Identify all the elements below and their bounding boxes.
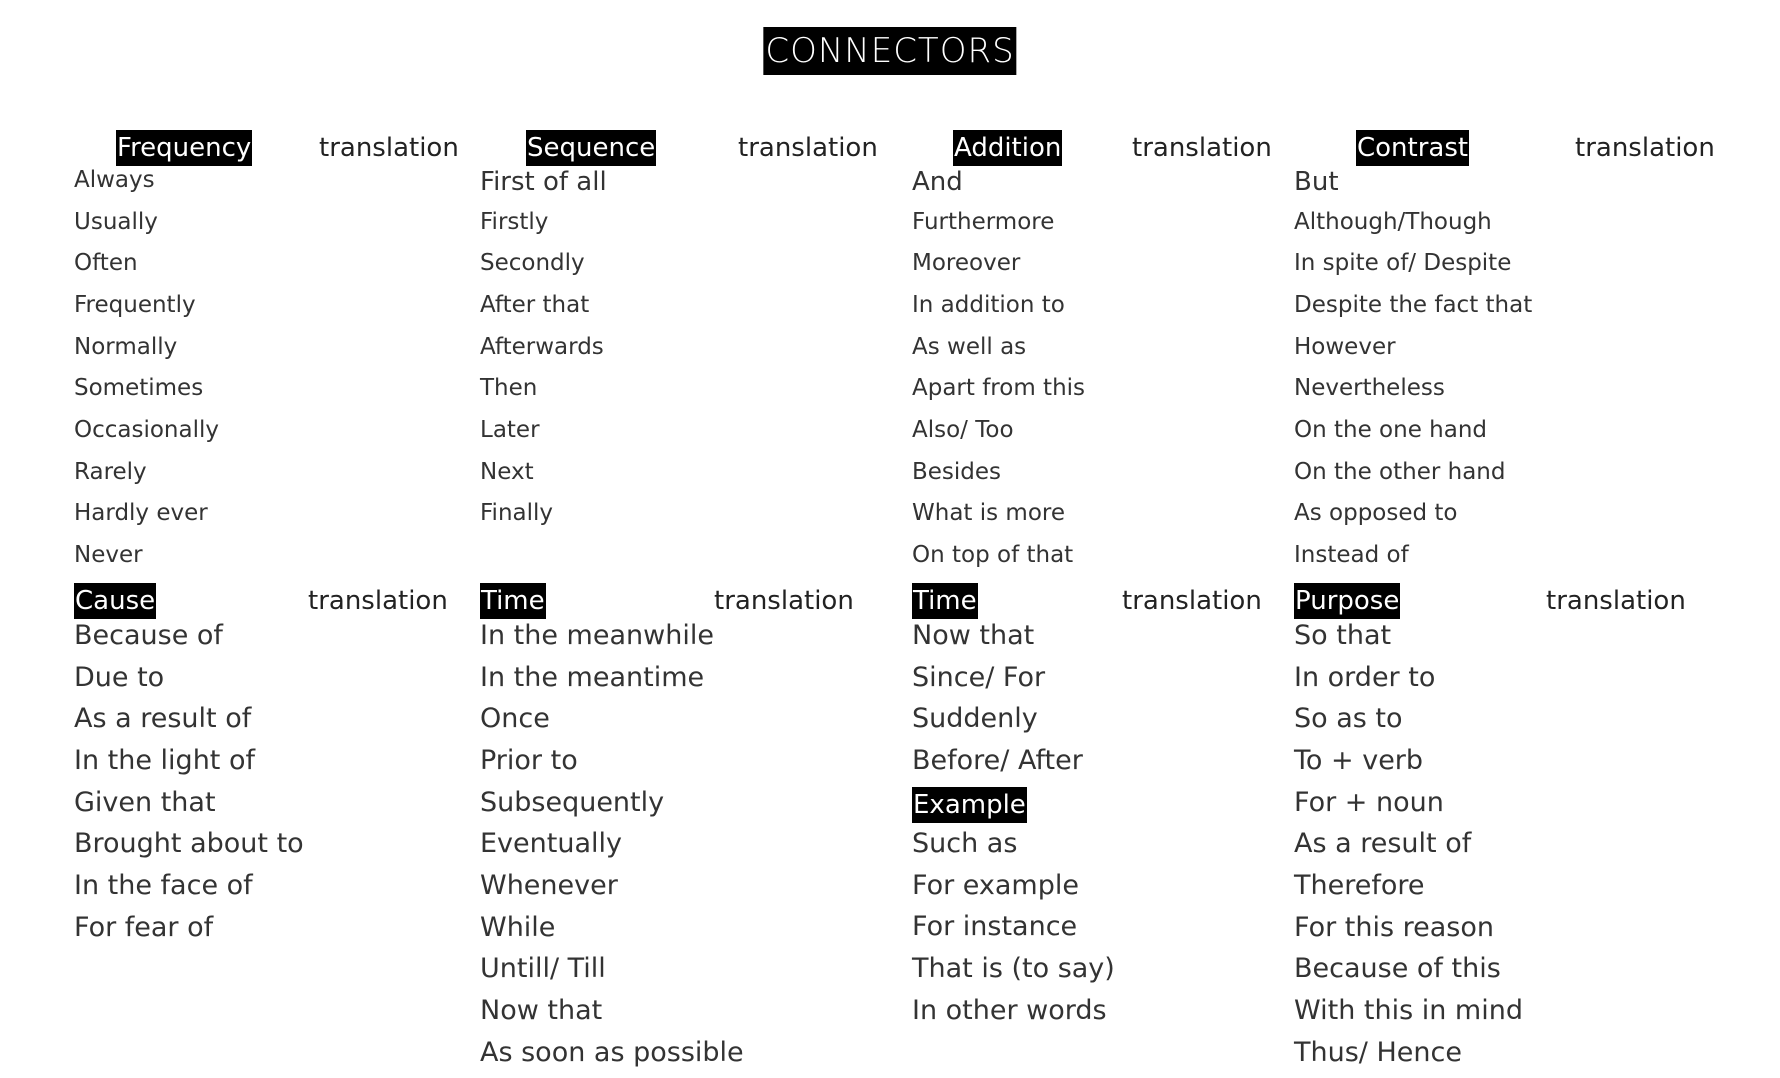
list-item: Subsequently — [480, 787, 665, 818]
list-item: Apart from this — [912, 375, 1086, 401]
list-item: Next — [480, 459, 534, 485]
list-item: In other words — [912, 995, 1107, 1026]
list-item: So as to — [1294, 703, 1403, 734]
list-item: Sometimes — [74, 375, 204, 401]
list-item: In the light of — [74, 745, 255, 776]
list-item: Eventually — [480, 828, 622, 859]
list-item: Therefore — [1294, 870, 1425, 901]
list-item: After that — [480, 292, 590, 318]
list-item: Although/Though — [1294, 209, 1492, 235]
heading-cause: Cause — [74, 583, 156, 619]
list-item: In the meanwhile — [480, 620, 714, 651]
list-item: In spite of/ Despite — [1294, 250, 1512, 276]
list-item: Furthermore — [912, 209, 1055, 235]
list-item: For instance — [912, 911, 1078, 942]
list-item: Once — [480, 703, 550, 734]
list-item: Due to — [74, 662, 165, 693]
list-item: But — [1294, 167, 1339, 197]
heading-example: Example — [912, 787, 1027, 823]
heading-contrast: Contrast — [1356, 130, 1469, 166]
translation-label-time-2: translation — [1122, 586, 1262, 616]
translation-label-purpose: translation — [1546, 586, 1686, 616]
list-item: On the one hand — [1294, 417, 1488, 443]
list-item: Given that — [74, 787, 216, 818]
list-item: First of all — [480, 167, 607, 197]
list-item: Untill/ Till — [480, 953, 606, 984]
list-item: In addition to — [912, 292, 1065, 318]
list-item: Suddenly — [912, 703, 1038, 734]
list-item: Whenever — [480, 870, 618, 901]
list-item: Also/ Too — [912, 417, 1014, 443]
list-item: What is more — [912, 500, 1066, 526]
list-item: Normally — [74, 334, 178, 360]
heading-sequence: Sequence — [526, 130, 656, 166]
list-item: Usually — [74, 209, 158, 235]
list-item: Never — [74, 542, 143, 568]
list-item: Firstly — [480, 209, 549, 235]
list-item: As opposed to — [1294, 500, 1458, 526]
list-item: For example — [912, 870, 1079, 901]
translation-label-addition: translation — [1132, 133, 1272, 163]
list-item: Secondly — [480, 250, 585, 276]
heading-purpose: Purpose — [1294, 583, 1400, 619]
list-item: Thus/ Hence — [1294, 1037, 1462, 1068]
list-item: Prior to — [480, 745, 578, 776]
translation-label-sequence: translation — [738, 133, 878, 163]
heading-frequency: Frequency — [116, 130, 252, 166]
list-item: As soon as possible — [480, 1037, 744, 1068]
list-item: Often — [74, 250, 138, 276]
list-item: Because of — [74, 620, 223, 651]
list-item: While — [480, 912, 556, 943]
list-item: Moreover — [912, 250, 1021, 276]
list-item: On top of that — [912, 542, 1074, 568]
translation-label-cause: translation — [308, 586, 448, 616]
list-item: To + verb — [1294, 745, 1424, 776]
list-item: Finally — [480, 500, 554, 526]
list-item: With this in mind — [1294, 995, 1523, 1026]
list-item: So that — [1294, 620, 1392, 651]
list-item: Since/ For — [912, 662, 1046, 693]
list-item: Besides — [912, 459, 1002, 485]
list-item: For + noun — [1294, 787, 1444, 818]
list-item: Now that — [912, 620, 1035, 651]
list-item: For this reason — [1294, 912, 1494, 943]
list-item: Such as — [912, 828, 1018, 859]
list-item: Instead of — [1294, 542, 1409, 568]
list-item: As a result of — [74, 703, 252, 734]
heading-addition: Addition — [953, 130, 1062, 166]
list-item: Nevertheless — [1294, 375, 1445, 401]
list-item: Before/ After — [912, 745, 1083, 776]
list-item: That is (to say) — [912, 953, 1115, 984]
list-item: For fear of — [74, 912, 214, 943]
list-item: Now that — [480, 995, 603, 1026]
list-item: Later — [480, 417, 540, 443]
heading-time-1: Time — [480, 583, 546, 619]
translation-label-frequency: translation — [319, 133, 459, 163]
list-item: As well as — [912, 334, 1027, 360]
list-item: In order to — [1294, 662, 1436, 693]
list-item: Brought about to — [74, 828, 304, 859]
list-item: However — [1294, 334, 1396, 360]
list-item: Frequently — [74, 292, 196, 318]
list-item: In the meantime — [480, 662, 705, 693]
list-item: In the face of — [74, 870, 253, 901]
page-title: CONNECTORS — [763, 27, 1016, 75]
list-item: Hardly ever — [74, 500, 208, 526]
list-item: Rarely — [74, 459, 147, 485]
heading-time-2: Time — [912, 583, 978, 619]
translation-label-time-1: translation — [714, 586, 854, 616]
list-item: Occasionally — [74, 417, 219, 443]
list-item: Because of this — [1294, 953, 1501, 984]
list-item: On the other hand — [1294, 459, 1506, 485]
list-item: And — [912, 167, 963, 197]
list-item: Despite the fact that — [1294, 292, 1533, 318]
list-item: Afterwards — [480, 334, 604, 360]
list-item: As a result of — [1294, 828, 1472, 859]
list-item: Then — [480, 375, 538, 401]
translation-label-contrast: translation — [1575, 133, 1715, 163]
list-item: Always — [74, 167, 155, 193]
